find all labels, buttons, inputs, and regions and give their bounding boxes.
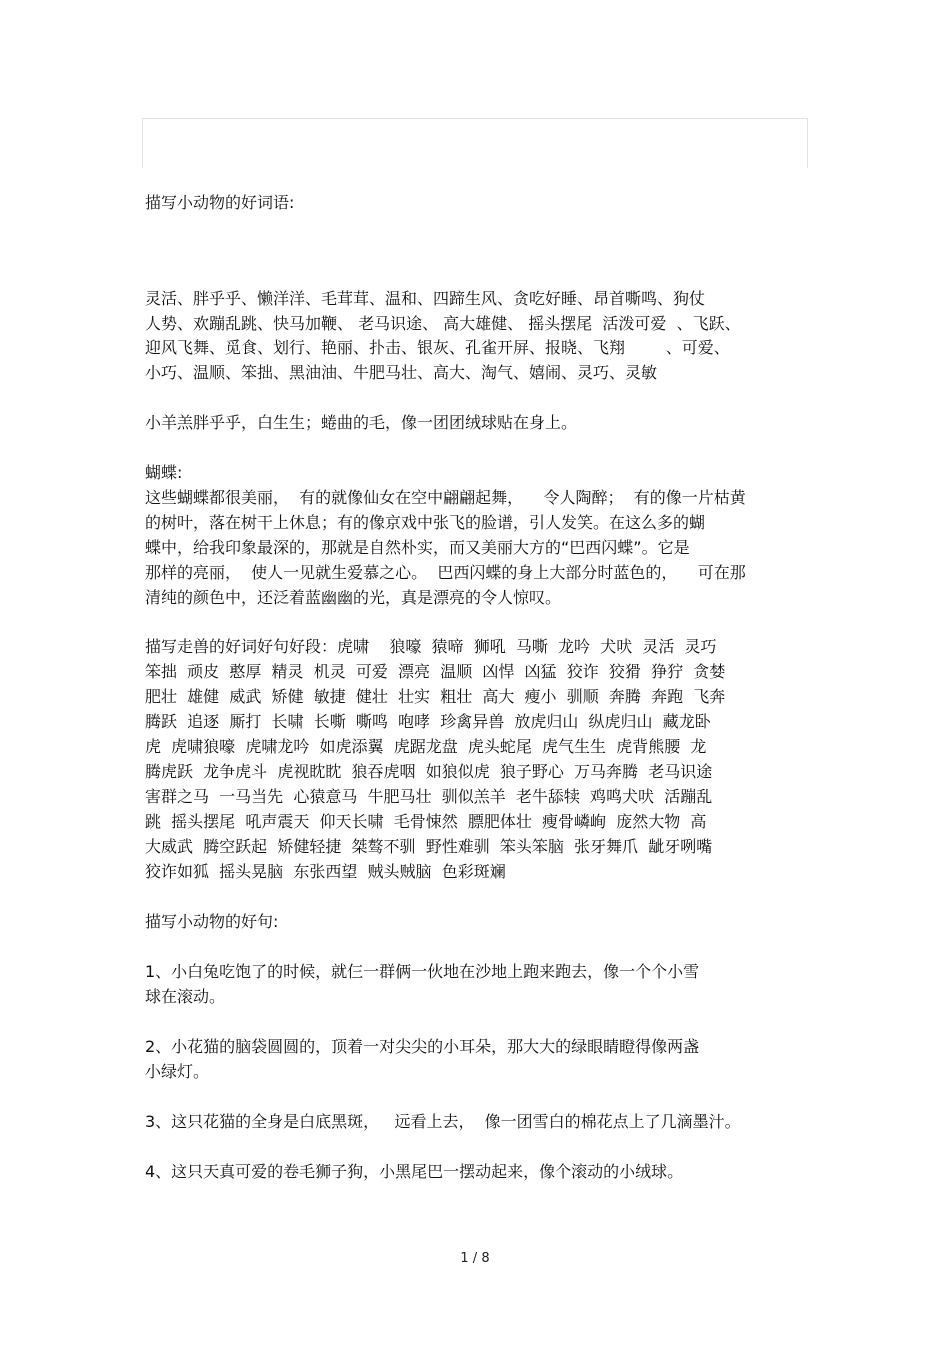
section-title-words: 描写小动物的好词语: xyxy=(145,193,295,212)
paragraph-line: 蝶中，给我印象最深的，那就是自然朴实，而又美丽大方的“巴西闪蝶”。它是 xyxy=(145,538,690,557)
paragraph-line: 狡诈如狐 摇头晃脑 东张西望 贼头贼脑 色彩斑斓 xyxy=(145,862,506,881)
paragraph-line: 腾虎跃 龙争虎斗 虎视眈眈 狼吞虎咽 如狼似虎 狼子野心 万马奔腾 老马识途 xyxy=(145,762,713,781)
list-item: 1、小白兔吃饱了的时候，就仨一群俩一伙地在沙地上跑来跑去，像一个个小雪 xyxy=(145,962,700,981)
sentences-title: 描写小动物的好句: xyxy=(145,912,279,931)
paragraph-line: 灵活、胖乎乎、懒洋洋、毛茸茸、温和、四蹄生风、贪吃好睡、昂首嘶鸣、狗仗 xyxy=(145,289,706,308)
paragraph-line: 跳 摇头摆尾 吼声震天 仰天长啸 毛骨悚然 膘肥体壮 瘦骨嶙峋 庞然大物 高 xyxy=(145,812,707,831)
paragraph-line: 清纯的颜色中，还泛着蓝幽幽的光，真是漂亮的令人惊叹。 xyxy=(145,588,562,607)
paragraph-line: 人势、欢蹦乱跳、快马加鞭、 老马识途、 高大雄健、 摇头摆尾 活泼可爱 、飞跃、 xyxy=(145,314,741,333)
list-item: 2、小花猫的脑袋圆圆的，顶着一对尖尖的小耳朵，那大大的绿眼睛瞪得像两盏 xyxy=(145,1037,700,1056)
paragraph-line: 迎风飞舞、觅食、划行、艳丽、扑击、银灰、孔雀开屏、报晓、飞翔 、可爱、 xyxy=(145,338,730,357)
paragraph-line: 虎 虎啸狼嚎 虎啸龙吟 如虎添翼 虎踞龙盘 虎头蛇尾 虎气生生 虎背熊腰 龙 xyxy=(145,737,707,756)
paragraph-line: 害群之马 一马当先 心猿意马 牛肥马壮 驯似羔羊 老牛舔犊 鸡鸣犬吠 活蹦乱 xyxy=(145,787,713,806)
paragraph-line: 笨拙 顽皮 憨厚 精灵 机灵 可爱 漂亮 温顺 凶悍 凶猛 狡诈 狡猾 狰狞 贪婪 xyxy=(145,662,726,681)
paragraph-line: 肥壮 雄健 威武 矫健 敏捷 健壮 壮实 粗壮 高大 瘦小 驯顺 奔腾 奔跑 飞奔 xyxy=(145,687,726,706)
paragraph-line: 描写走兽的好词好句好段：虎啸 狼嚎 猿啼 狮吼 马嘶 龙吟 犬吠 灵活 灵巧 xyxy=(145,637,717,656)
header-frame xyxy=(142,118,808,168)
paragraph-line: 的树叶，落在树干上休息；有的像京戏中张飞的脸谱，引人发笑。在这么多的蝴 xyxy=(145,513,706,532)
page-number: 1 / 8 xyxy=(460,1251,490,1266)
paragraph-line: 大威武 腾空跃起 矫健轻捷 桀骜不驯 野性难驯 笨头笨脑 张牙舞爪 龇牙咧嘴 xyxy=(145,837,713,856)
paragraph-line: 腾跃 追逐 厮打 长啸 长嘶 嘶鸣 咆哮 珍禽异兽 放虎归山 纵虎归山 藏龙卧 xyxy=(145,712,711,731)
butterfly-title: 蝴蝶: xyxy=(145,463,183,482)
sheep-sentence: 小羊羔胖乎乎，白生生；蜷曲的毛，像一团团绒球贴在身上。 xyxy=(145,413,578,432)
paragraph-line: 那样的亮丽， 使人一见就生爱慕之心。 巴西闪蝶的身上大部分时蓝色的， 可在那 xyxy=(145,563,746,582)
paragraph-line: 这些蝴蝶都很美丽， 有的就像仙女在空中翩翩起舞， 令人陶醉； 有的像一片枯黄 xyxy=(145,488,746,507)
list-item: 3、这只花猫的全身是白底黑斑， 远看上去， 像一团雪白的棉花点上了几滴墨汁。 xyxy=(145,1112,741,1131)
paragraph-line: 小巧、温顺、笨拙、黑油油、牛肥马壮、高大、淘气、嬉闹、灵巧、灵敏 xyxy=(145,363,658,382)
list-item: 小绿灯。 xyxy=(145,1062,210,1081)
list-item: 4、这只天真可爱的卷毛狮子狗，小黑尾巴一摆动起来，像个滚动的小绒球。 xyxy=(145,1162,684,1181)
list-item: 球在滚动。 xyxy=(145,987,226,1006)
